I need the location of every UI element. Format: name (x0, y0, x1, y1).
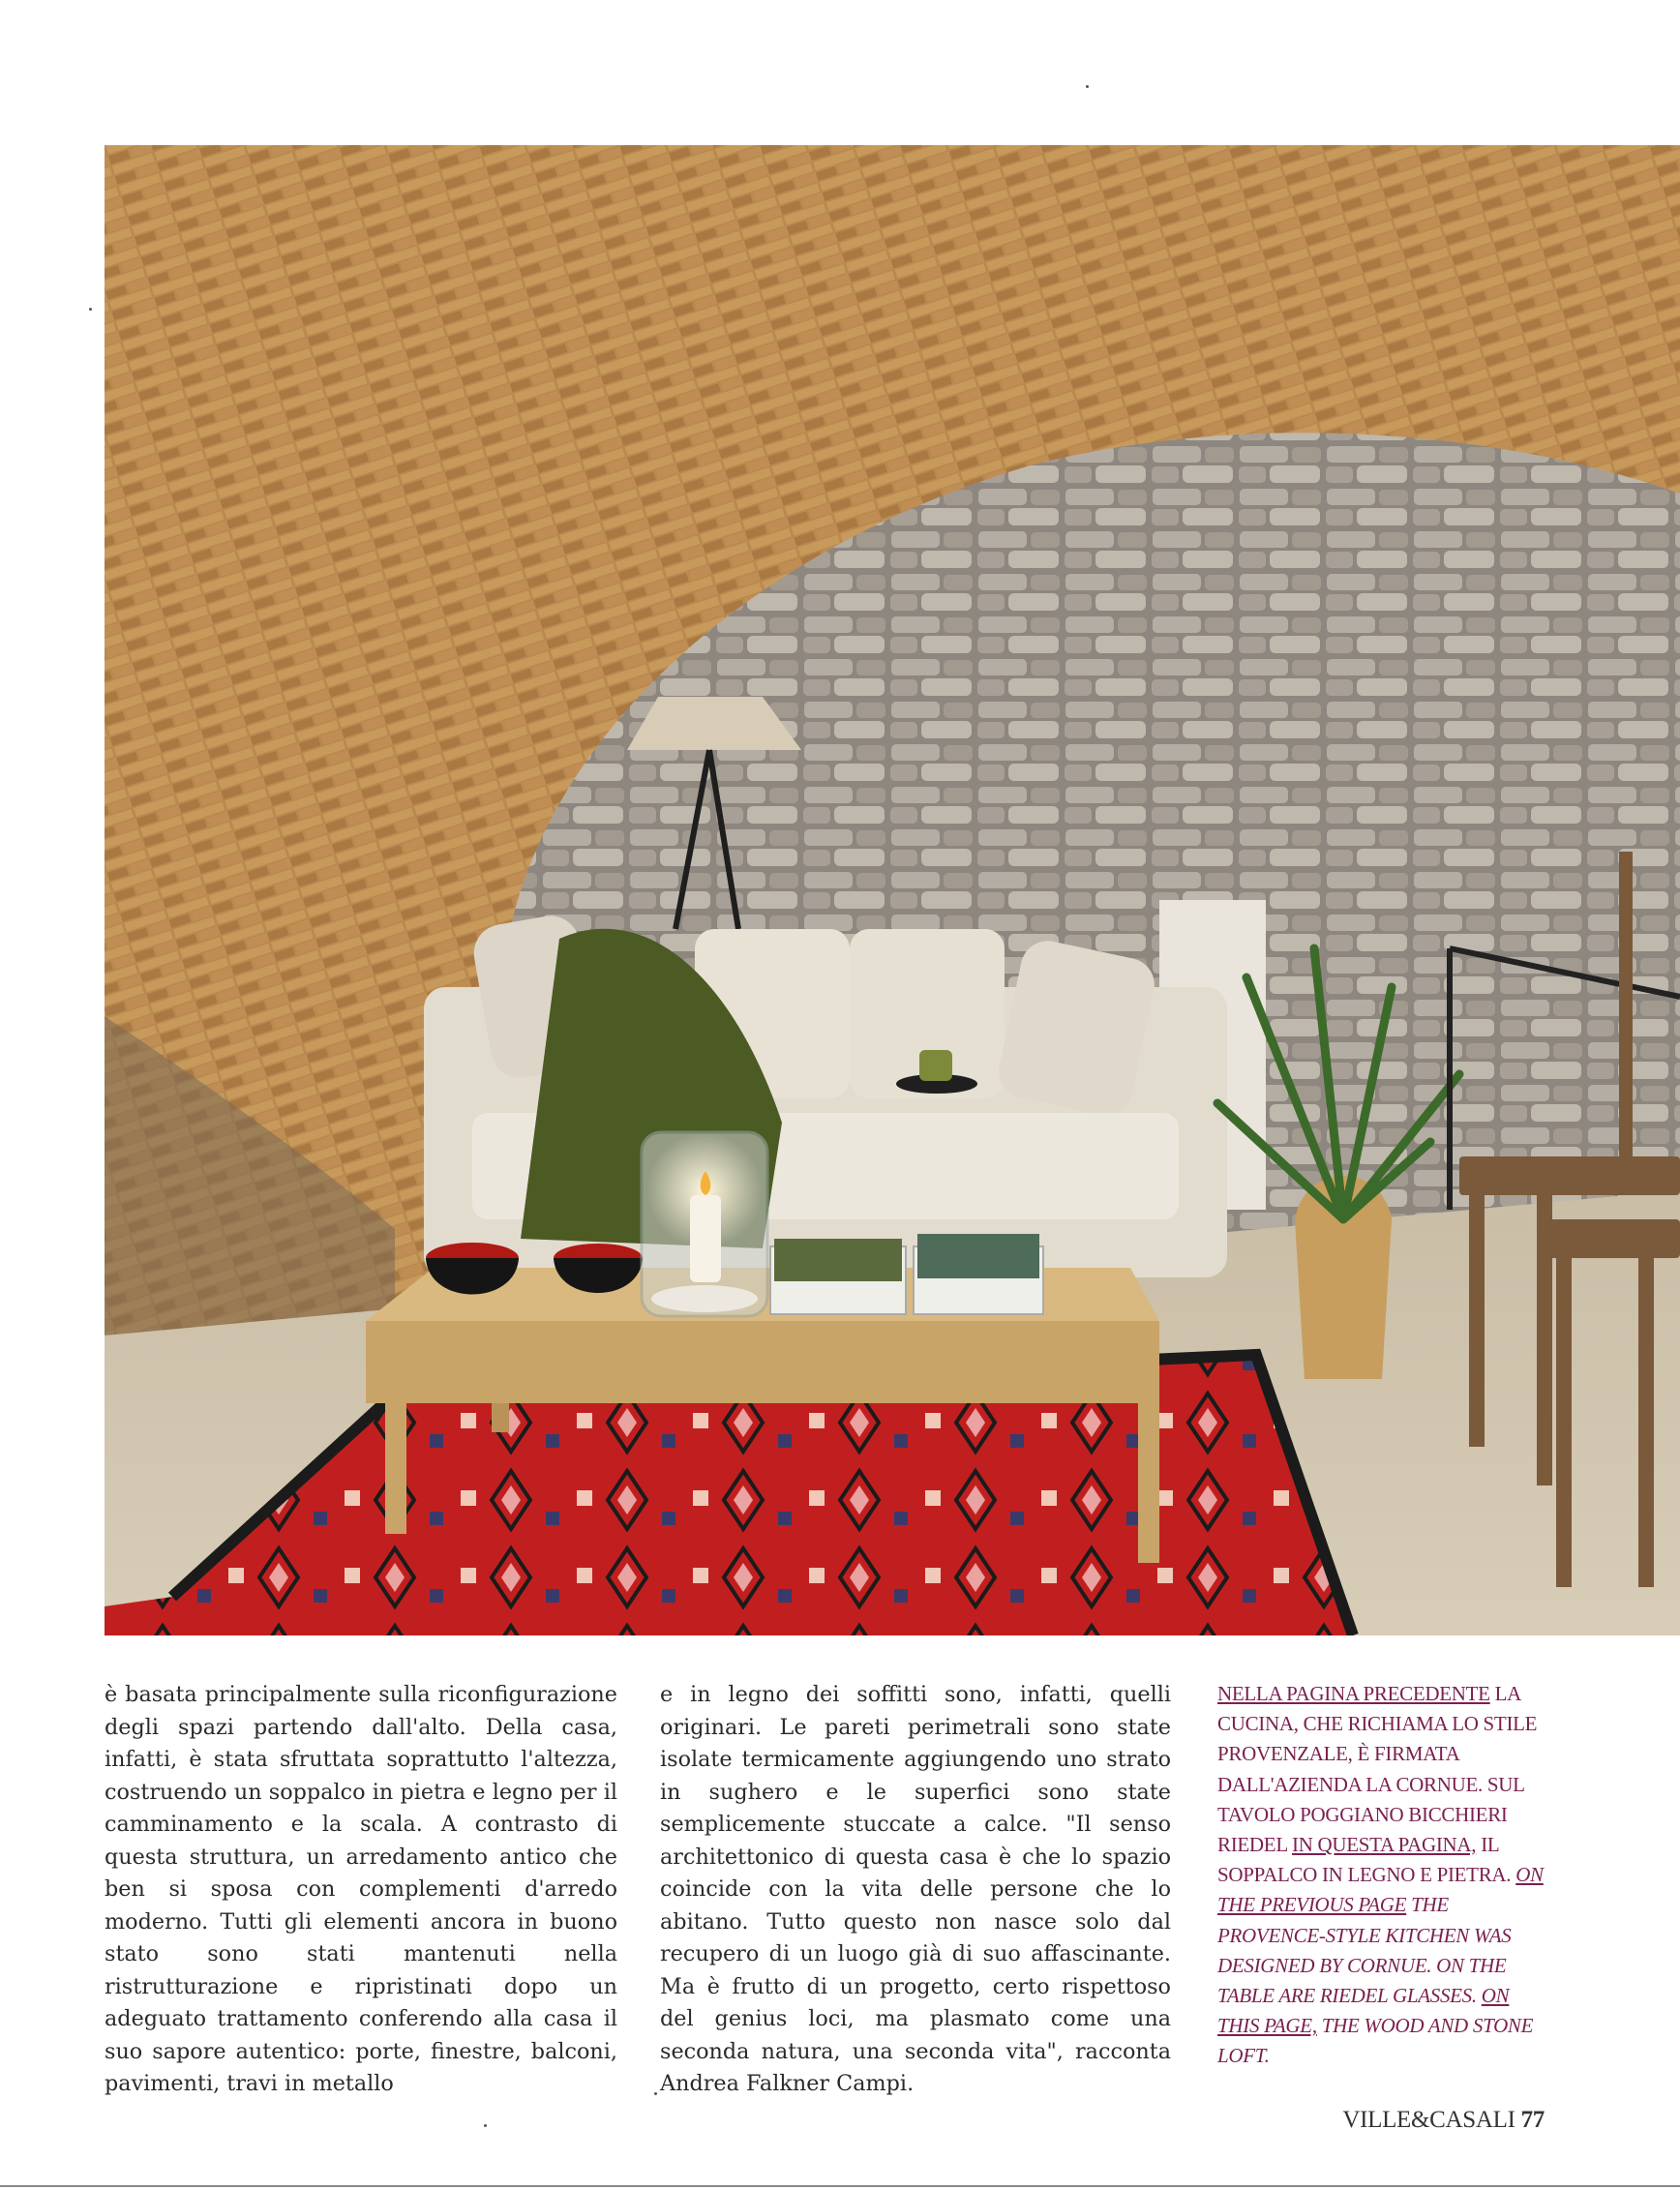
vaulted-loft-illustration (105, 145, 1680, 1635)
caption-text-it-previous: LA CUCINA, CHE RICHIAMA LO STILE PROVENZALE, È FIRMATA DALL'AZIENDA LA CORNUE. SUL TAVOLO POGGIANO BICCHIERI RIEDEL (1217, 1682, 1538, 1857)
article-column-1 (105, 1679, 617, 2101)
print-speck (654, 2092, 657, 2095)
article-paragraph: e in legno dei soffitti sono, infatti, quelli originari. Le pareti perimetrali sono state isolate termicamente aggiungendo uno strato in sughero e le superfici sono state semplicemente stuccate a calce. "Il senso architettonico di questa casa è che lo spazio coincide con la vita delle persone che lo abitano. Tutto questo non nasce solo dal recupero di un luogo già di suo affascinante. Ma è frutto di un progetto, certo rispettoso del genius loci, ma plasmato come una seconda natura, una seconda vita", racconta Andrea Falkner Campi. (660, 1682, 1171, 2096)
caption-text-en-previous: THE PROVENCE-STYLE KITCHEN WAS DESIGNED BY CORNUE. ON THE TABLE ARE RIEDEL GLASSES. (1217, 1893, 1512, 2008)
sofa (424, 912, 1227, 1277)
print-speck (484, 2124, 487, 2127)
room-photo (105, 145, 1680, 1635)
print-speck (1086, 85, 1089, 88)
caption-lead-en-previous: ON THE PREVIOUS PAGE (1217, 1863, 1544, 1917)
photo-caption (1217, 1679, 1551, 2072)
print-speck (89, 308, 92, 311)
article-column-2 (660, 1679, 1171, 2101)
caption-lead-it-this: IN QUESTA PAGINA, (1292, 1833, 1477, 1857)
magazine-name: VILLE&CASALI (1342, 2107, 1515, 2133)
page-bottom-edge (0, 2185, 1680, 2187)
caption-lead-it-previous: NELLA PAGINA PRECEDENTE (1217, 1682, 1490, 1705)
caption-text-it-this: IL SOPPALCO IN LEGNO E PIETRA. (1217, 1833, 1512, 1887)
caption-lead-en-this: ON THIS PAGE, (1217, 1984, 1510, 2038)
page-folio (1342, 2107, 1545, 2134)
page-number: 77 (1520, 2107, 1545, 2133)
caption-text-en-this: THE WOOD AND STONE LOFT. (1217, 2014, 1534, 2068)
article-paragraph: è basata principalmente sulla riconfigurazione degli spazi partendo dall'alto. Della casa, infatti, è stata sfruttata soprattutto l'altezza, costruendo un soppalco in pietra e legno per il camminamento e la scala. A contrasto di questa struttura, un arredamento antico che ben si sposa con complementi d'arredo moderno. Tutti gli elementi ancora in buono stato sono stati mantenuti nella ristrutturazione e ripristinati dopo un adeguato trattamento conferendo alla casa il suo sapore autentico: porte, finestre, balconi, pavimenti, travi in metallo (105, 1682, 617, 2096)
